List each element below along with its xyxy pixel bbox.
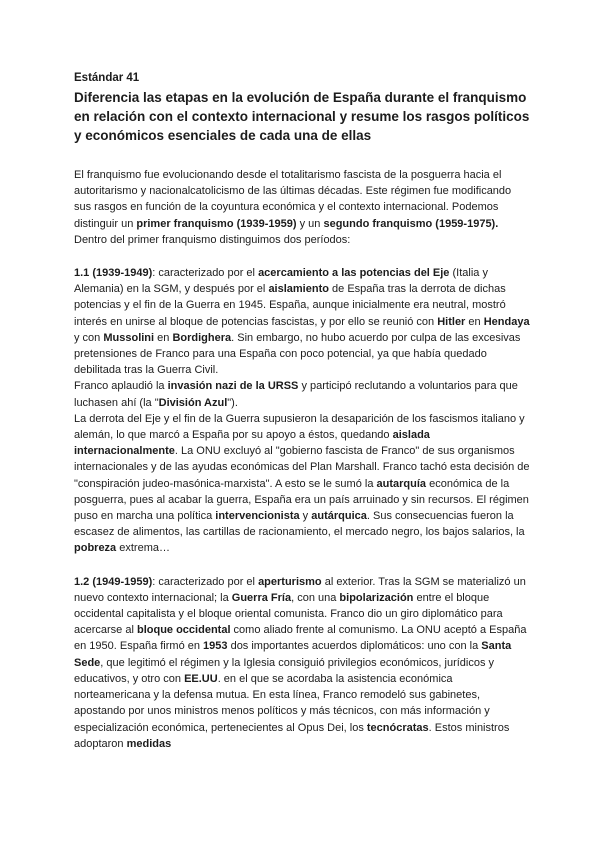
bold-text-run: Guerra Fría: [231, 591, 292, 604]
text-run: de España tras la derrota de dichas potencias y el fin de la Guerra en 1945. España, aunque inicialmente era neutral, mostró interés en unirse al bloque de potencias fascistas, y por ello se reunió con: [74, 283, 506, 328]
bold-text-run: autárquica: [311, 510, 367, 523]
urss-paragraph: [74, 378, 530, 410]
bold-text-run: Santa Sede: [74, 640, 512, 669]
bold-text-run: EE.UU: [184, 672, 218, 685]
bold-text-run: aislamiento: [268, 283, 329, 296]
bold-text-run: medidas: [126, 737, 172, 750]
bold-text-run: pobreza: [74, 542, 117, 555]
text-run: al exterior. Tras la SGM se materializó un nuevo contexto internacional; la: [74, 575, 526, 604]
text-run: El franquismo fue evolucionando desde el totalitarismo fascista de la posguerra hacia el autoritarismo y nacionalcatolicismo de las últimas décadas. Este régimen fue modificando sus rasgos en función de la coyuntura económica y el contexto internacional. Podemos distinguir un: [74, 169, 512, 230]
bold-text-run: aislada internacionalmente: [74, 429, 430, 458]
text-run: como aliado frente al comunismo. La ONU aceptó a España en 1950. España firmó en: [74, 624, 527, 653]
intro-paragraph: [74, 167, 530, 248]
standard-label: Estándar 41: [74, 72, 140, 84]
text-run: : caracterizado por el: [152, 575, 259, 588]
text-run: . Sus consecuencias fueron la escasez de alimentos, las cartillas de racionamiento, el mercado negro, los bajos salarios, la: [74, 510, 525, 539]
bold-text-run: 1953: [203, 640, 228, 653]
text-run: extrema…: [116, 542, 170, 555]
bold-text-run: tecnócratas: [366, 721, 429, 734]
text-run: y con: [74, 331, 104, 344]
bold-text-run: Bordighera: [172, 331, 232, 344]
bold-text-run: Mussolini: [103, 331, 155, 344]
bold-text-run: primer franquismo (1939-1959): [136, 217, 297, 230]
bold-text-run: autarquía: [376, 477, 427, 490]
isolation-paragraph: [74, 411, 530, 557]
text-run: y un: [296, 217, 324, 230]
paragraph-gap: [74, 248, 530, 265]
text-run: dos importantes acuerdos diplomáticos: uno con la: [227, 640, 482, 653]
text-run: entre el bloque occidental capitalista y el bloque oriental comunista. Franco dio un giro diplomático para acercarse al: [74, 591, 503, 637]
text-run: , que legitimó el régimen y la Iglesia consiguió privilegios económicos, jurídicos y educativos, y otro con: [74, 656, 495, 685]
bold-text-run: Hendaya: [483, 315, 530, 328]
bold-text-run: bipolarización: [339, 591, 414, 604]
bold-text-run: División Azul: [158, 396, 228, 409]
text-run: Franco aplaudió la: [74, 380, 168, 393]
bold-text-run: bloque occidental: [136, 624, 231, 637]
bold-text-run: invasión nazi de la URSS: [167, 380, 299, 393]
text-run: . Estos ministros adoptaron: [74, 721, 510, 750]
bold-text-run: 1.1 (1939-1949): [74, 267, 153, 280]
bold-text-run: intervencionista: [215, 510, 300, 523]
period-1-1-paragraph: [74, 265, 530, 378]
bold-text-run: acercamiento a las potencias del Eje: [258, 267, 450, 280]
bold-text-run: Hitler: [437, 315, 466, 328]
text-run: . en el que se acordaba la asistencia económica norteamericana y la defensa mutua. En esta línea, Franco remodeló sus gabinetes, apostando por unos ministros menos políticos y más técnicos, con más información y especialización económica, pertenecientes al Opus Dei, los: [74, 672, 490, 734]
text-run: : caracterizado por el: [152, 267, 259, 280]
bold-text-run: segundo franquismo (1959-1975).: [323, 217, 499, 230]
text-run: . La ONU excluyó al "gobierno fascista de Franco" de sus organismos internacionales y de las ayudas económicas del Plan Marshall. Franco tachó esta decisión de "conspiración judeo-masónica-marxista". A esto se le sumó la: [74, 445, 530, 490]
text-run: La derrota del Eje y el fin de la Guerra supusieron la desaparición de los fascismos italiano y alemán, lo que marcó a España por su apoyo a éstos, quedando: [74, 412, 525, 442]
bold-text-run: 1.2 (1949-1959): [74, 575, 153, 588]
text-run: . Sin embargo, no hubo acuerdo por culpa de las excesivas pretensiones de Franco para una España con poco potencial, ya que había quedado debilitada tras la Guerra Civil.: [74, 331, 521, 377]
period-1-2-paragraph: [74, 574, 530, 752]
text-run: (Italia y Alemania) en la SGM, y después por el: [74, 267, 488, 296]
text-run: Dentro del primer franquismo distinguimos dos períodos:: [74, 233, 351, 246]
text-run: en: [465, 315, 484, 328]
text-run: y: [299, 510, 312, 523]
paragraph-gap: [74, 557, 530, 574]
text-run: en: [154, 331, 173, 344]
text-run: y participó reclutando a voluntarios para que luchasen ahí (la ": [74, 380, 518, 409]
text-run: ").: [227, 396, 238, 409]
bold-text-run: aperturismo: [258, 575, 322, 588]
document-title: Diferencia las etapas en la evolución de España durante el franquismo en relación con el contexto internacional y resume los rasgos políticos y económicos esenciales de cada una de ellas: [74, 90, 530, 143]
text-run: , con una: [291, 591, 340, 604]
text-run: económica de la posguerra, pues al acabar la guerra, España era un país arruinado y sin recursos. El régimen puso en marcha una política: [74, 477, 529, 523]
